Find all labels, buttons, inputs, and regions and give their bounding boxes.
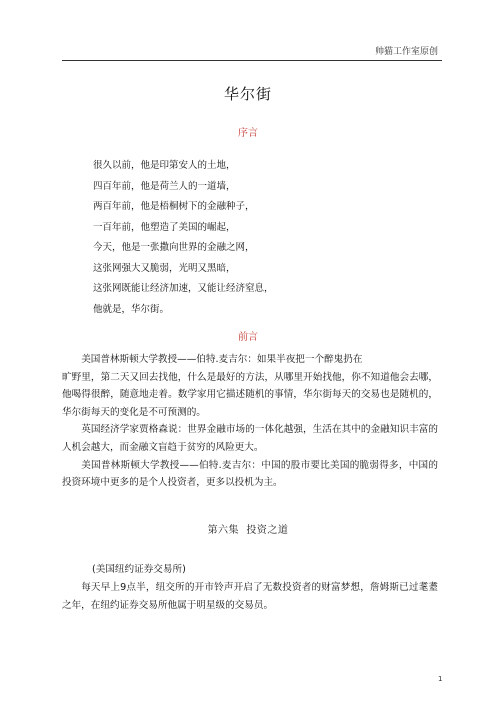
foreword-paragraph: [62, 351, 438, 492]
preface-poem: [93, 156, 274, 320]
preface-heading: 序言: [238, 128, 258, 139]
poem-line: 两百年前，他是梧桐树下的金融种子，: [93, 201, 255, 212]
paragraph: 美国普林斯顿大学教授——伯特.麦吉尔：中国的股市要比美国的脆弱得多，中国的投资环境中更多的是个人投资者，更多以投机为主。: [62, 459, 438, 489]
episode-heading: [0, 521, 496, 536]
header-studio-label: 帅猫工作室原创: [374, 47, 438, 57]
page-number: 1: [438, 675, 443, 683]
poem-line: 很久以前，他是印第安人的土地，: [93, 160, 236, 171]
episode-part: 第六集: [207, 525, 240, 536]
episode-name: 投资之道: [246, 525, 289, 536]
header-divider: [62, 60, 442, 61]
poem-line: 一百年前，他塑造了美国的崛起，: [93, 221, 236, 233]
poem-line: 他就是，华尔街。: [93, 303, 170, 315]
document-title: 华尔街: [223, 85, 272, 103]
paragraph: 英国经济学家贾格森说：世界金融市场的一体化越强，生活在其中的金融知识丰富的人机会越大，而金融文盲趋于贫穷的风险更大。: [62, 424, 438, 453]
poem-line: 这张网既能让经济加速，又能让经济窒息，: [93, 283, 274, 294]
episode-paragraph: 每天早上9点半，纽交所的开市铃声开启了无数投资者的财富梦想，詹姆斯已过耄耋之年，在纽约证券交易所他属于明星级的交易员。: [62, 582, 438, 611]
paragraph-continuation: 旷野里，第二天又回去找他，什么是最好的方法，从哪里开始找他，你不知道他会去哪，他喝得很醉，随意地走着。数学家用它描述随机的事情，华尔街每天的交易也是随机的，华尔街每天的变化是不可预测的。: [62, 371, 438, 418]
poem-line: 这张网强大又脆弱，光明又黑暗，: [93, 262, 236, 274]
foreword-heading: 前言: [238, 332, 258, 343]
poem-line: 今天，他是一张撒向世界的金融之网，: [93, 242, 255, 253]
poem-line: 四百年前，他是荷兰人的一道墙，: [93, 180, 236, 192]
paragraph-first-line: 美国普林斯顿大学教授——伯特.麦吉尔：如果半夜把一个醉鬼扔在: [81, 354, 363, 365]
episode-location: (美国纽约证券交易所): [92, 564, 186, 575]
